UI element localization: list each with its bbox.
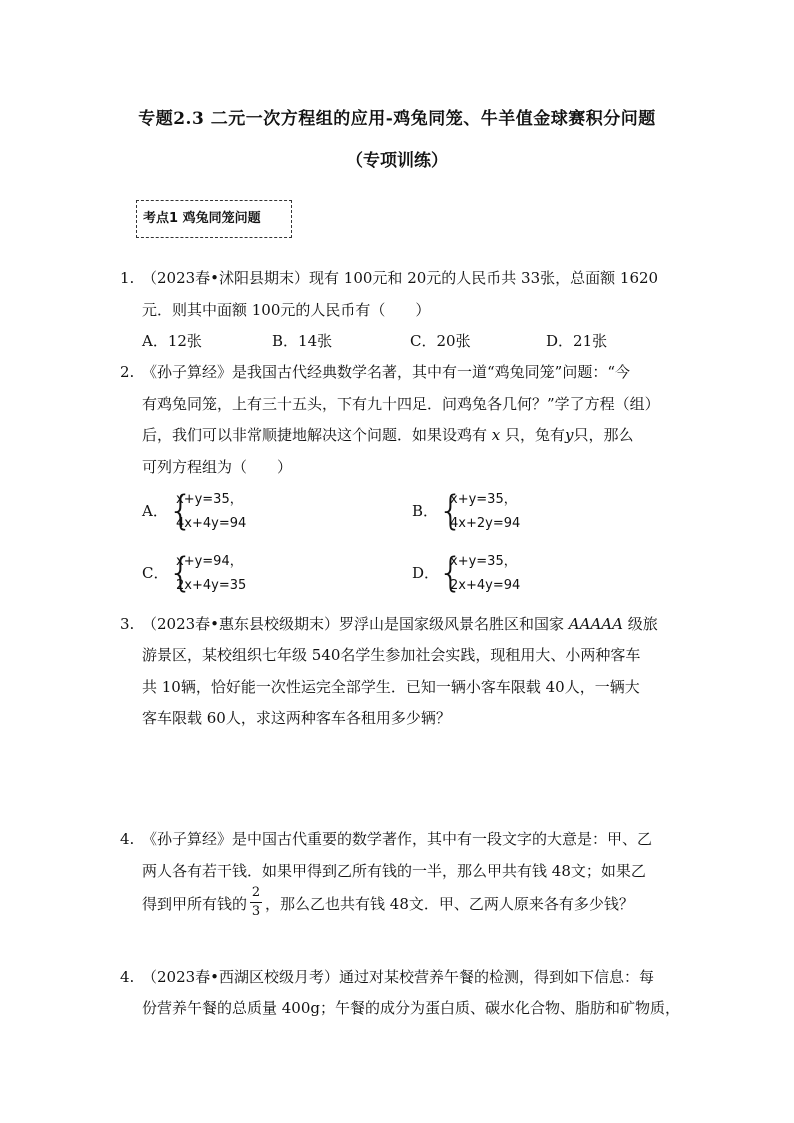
q1-option-c: C．20张 <box>410 332 471 350</box>
q2-option-c-eq1: x+y=94， <box>176 554 243 569</box>
q3-text-line1-c: 级旅 <box>622 615 658 633</box>
q1-option-a: A．12张 <box>142 332 202 350</box>
q3-text-line1 <box>142 614 658 634</box>
q5-number: 4. <box>120 968 135 986</box>
q3-text-line1-grade: AAAAA <box>568 615 623 633</box>
q3-text-line3: 共 10辆，恰好能一次性运完全部学生．已知一辆小客车限载 40人，一辆大 <box>142 678 640 696</box>
q2-text-line3-c: 只，那么 <box>573 426 634 444</box>
q2-option-d <box>412 552 532 600</box>
q2-number: 2. <box>120 363 135 381</box>
q2-option-c-eq2: 2x+4y=35 <box>176 578 247 593</box>
q4-text-line1: 《孙子算经》是中国古代重要的数学著作，其中有一段文字的大意是：甲、乙 <box>142 830 653 848</box>
q5-text-line1: （2023春•西湖区校级月考）通过对某校营养午餐的检测，得到如下信息：每 <box>142 968 655 986</box>
q2-option-c <box>142 552 262 600</box>
page-subtitle: （专项训练） <box>346 151 448 171</box>
brace-icon: { <box>438 488 464 534</box>
q5-text-line2: 份营养午餐的总质量 400g；午餐的成分为蛋白质、碳水化合物、脂肪和矿物质， <box>142 999 681 1017</box>
q2-option-d-eq2: 2x+4y=94 <box>450 578 521 593</box>
q3-text-line4: 客车限载 60人，求这两种客车各租用多少辆？ <box>142 709 451 727</box>
q1-number: 1. <box>120 269 135 287</box>
q2-option-a-eq2: 4x+4y=94 <box>176 516 247 531</box>
section-label-box: 考点1 鸡兔同笼问题 <box>136 200 292 238</box>
q2-text-line2: 有鸡兔同笼，上有三十五头，下有九十四足．问鸡兔各几何？”学了方程（组） <box>142 395 660 413</box>
brace-icon: { <box>438 550 464 596</box>
q3-text-line1-a: （2023春•惠东县校级期末）罗浮山是国家级风景名胜区和国家 <box>142 615 569 633</box>
q4-text-line3 <box>142 885 634 919</box>
q2-text-line3 <box>142 425 634 445</box>
q1-option-d: D．21张 <box>546 332 608 350</box>
q2-option-b-eq2: 4x+2y=94 <box>450 516 521 531</box>
brace-icon: { <box>168 488 194 534</box>
q4-number: 4. <box>120 830 135 848</box>
fraction-numerator: 2 <box>251 885 261 900</box>
q2-option-d-eq1: x+y=35， <box>450 554 517 569</box>
fraction <box>247 885 265 919</box>
q4-text-line3-a: 得到甲所有钱的 <box>142 895 248 913</box>
fraction-denominator: 3 <box>251 904 261 919</box>
variable-x: x <box>491 426 501 444</box>
q2-option-c-label: C． <box>142 564 169 582</box>
q2-text-line3-a: 后，我们可以非常顺捷地解决这个问题．如果设鸡有 <box>142 426 492 444</box>
q1-option-b: B．14张 <box>272 332 333 350</box>
variable-y: y <box>565 426 574 444</box>
q2-text-line3-b: 只，兔有 <box>500 426 566 444</box>
q2-option-b-label: B． <box>412 502 439 520</box>
q3-text-line2: 游景区，某校组织七年级 540名学生参加社会实践，现租用大、小两种客车 <box>142 646 641 664</box>
q4-text-line3-b: ，那么乙也共有钱 48文．甲、乙两人原来各有多少钱？ <box>265 895 634 913</box>
page-title: 专题2.3 二元一次方程组的应用-鸡兔同笼、牛羊值金球赛积分问题 <box>138 109 656 129</box>
brace-icon: { <box>168 550 194 596</box>
q3-number: 3. <box>120 615 135 633</box>
q2-option-b-eq1: x+y=35， <box>450 492 517 507</box>
q2-option-b <box>412 490 532 538</box>
q2-option-a-eq1: x+y=35， <box>176 492 243 507</box>
q4-text-line2: 两人各有若干钱．如果甲得到乙所有钱的一半，那么甲共有钱 48文；如果乙 <box>142 862 646 880</box>
q2-option-d-label: D． <box>412 564 440 582</box>
q1-text-line1: （2023春•沭阳县期末）现有 100元和 20元的人民币共 33张，总面额 1620 <box>142 269 659 287</box>
fraction-bar <box>250 902 262 903</box>
q1-text-line2: 元．则其中面额 100元的人民币有（ ） <box>142 301 431 319</box>
q2-text-line1: 《孙子算经》是我国古代经典数学名著，其中有一道“鸡兔同笼”问题：“今 <box>142 363 631 381</box>
q2-option-a-label: A． <box>142 502 168 520</box>
q2-option-a <box>142 490 262 538</box>
q2-text-line4: 可列方程组为（ ） <box>142 458 293 476</box>
